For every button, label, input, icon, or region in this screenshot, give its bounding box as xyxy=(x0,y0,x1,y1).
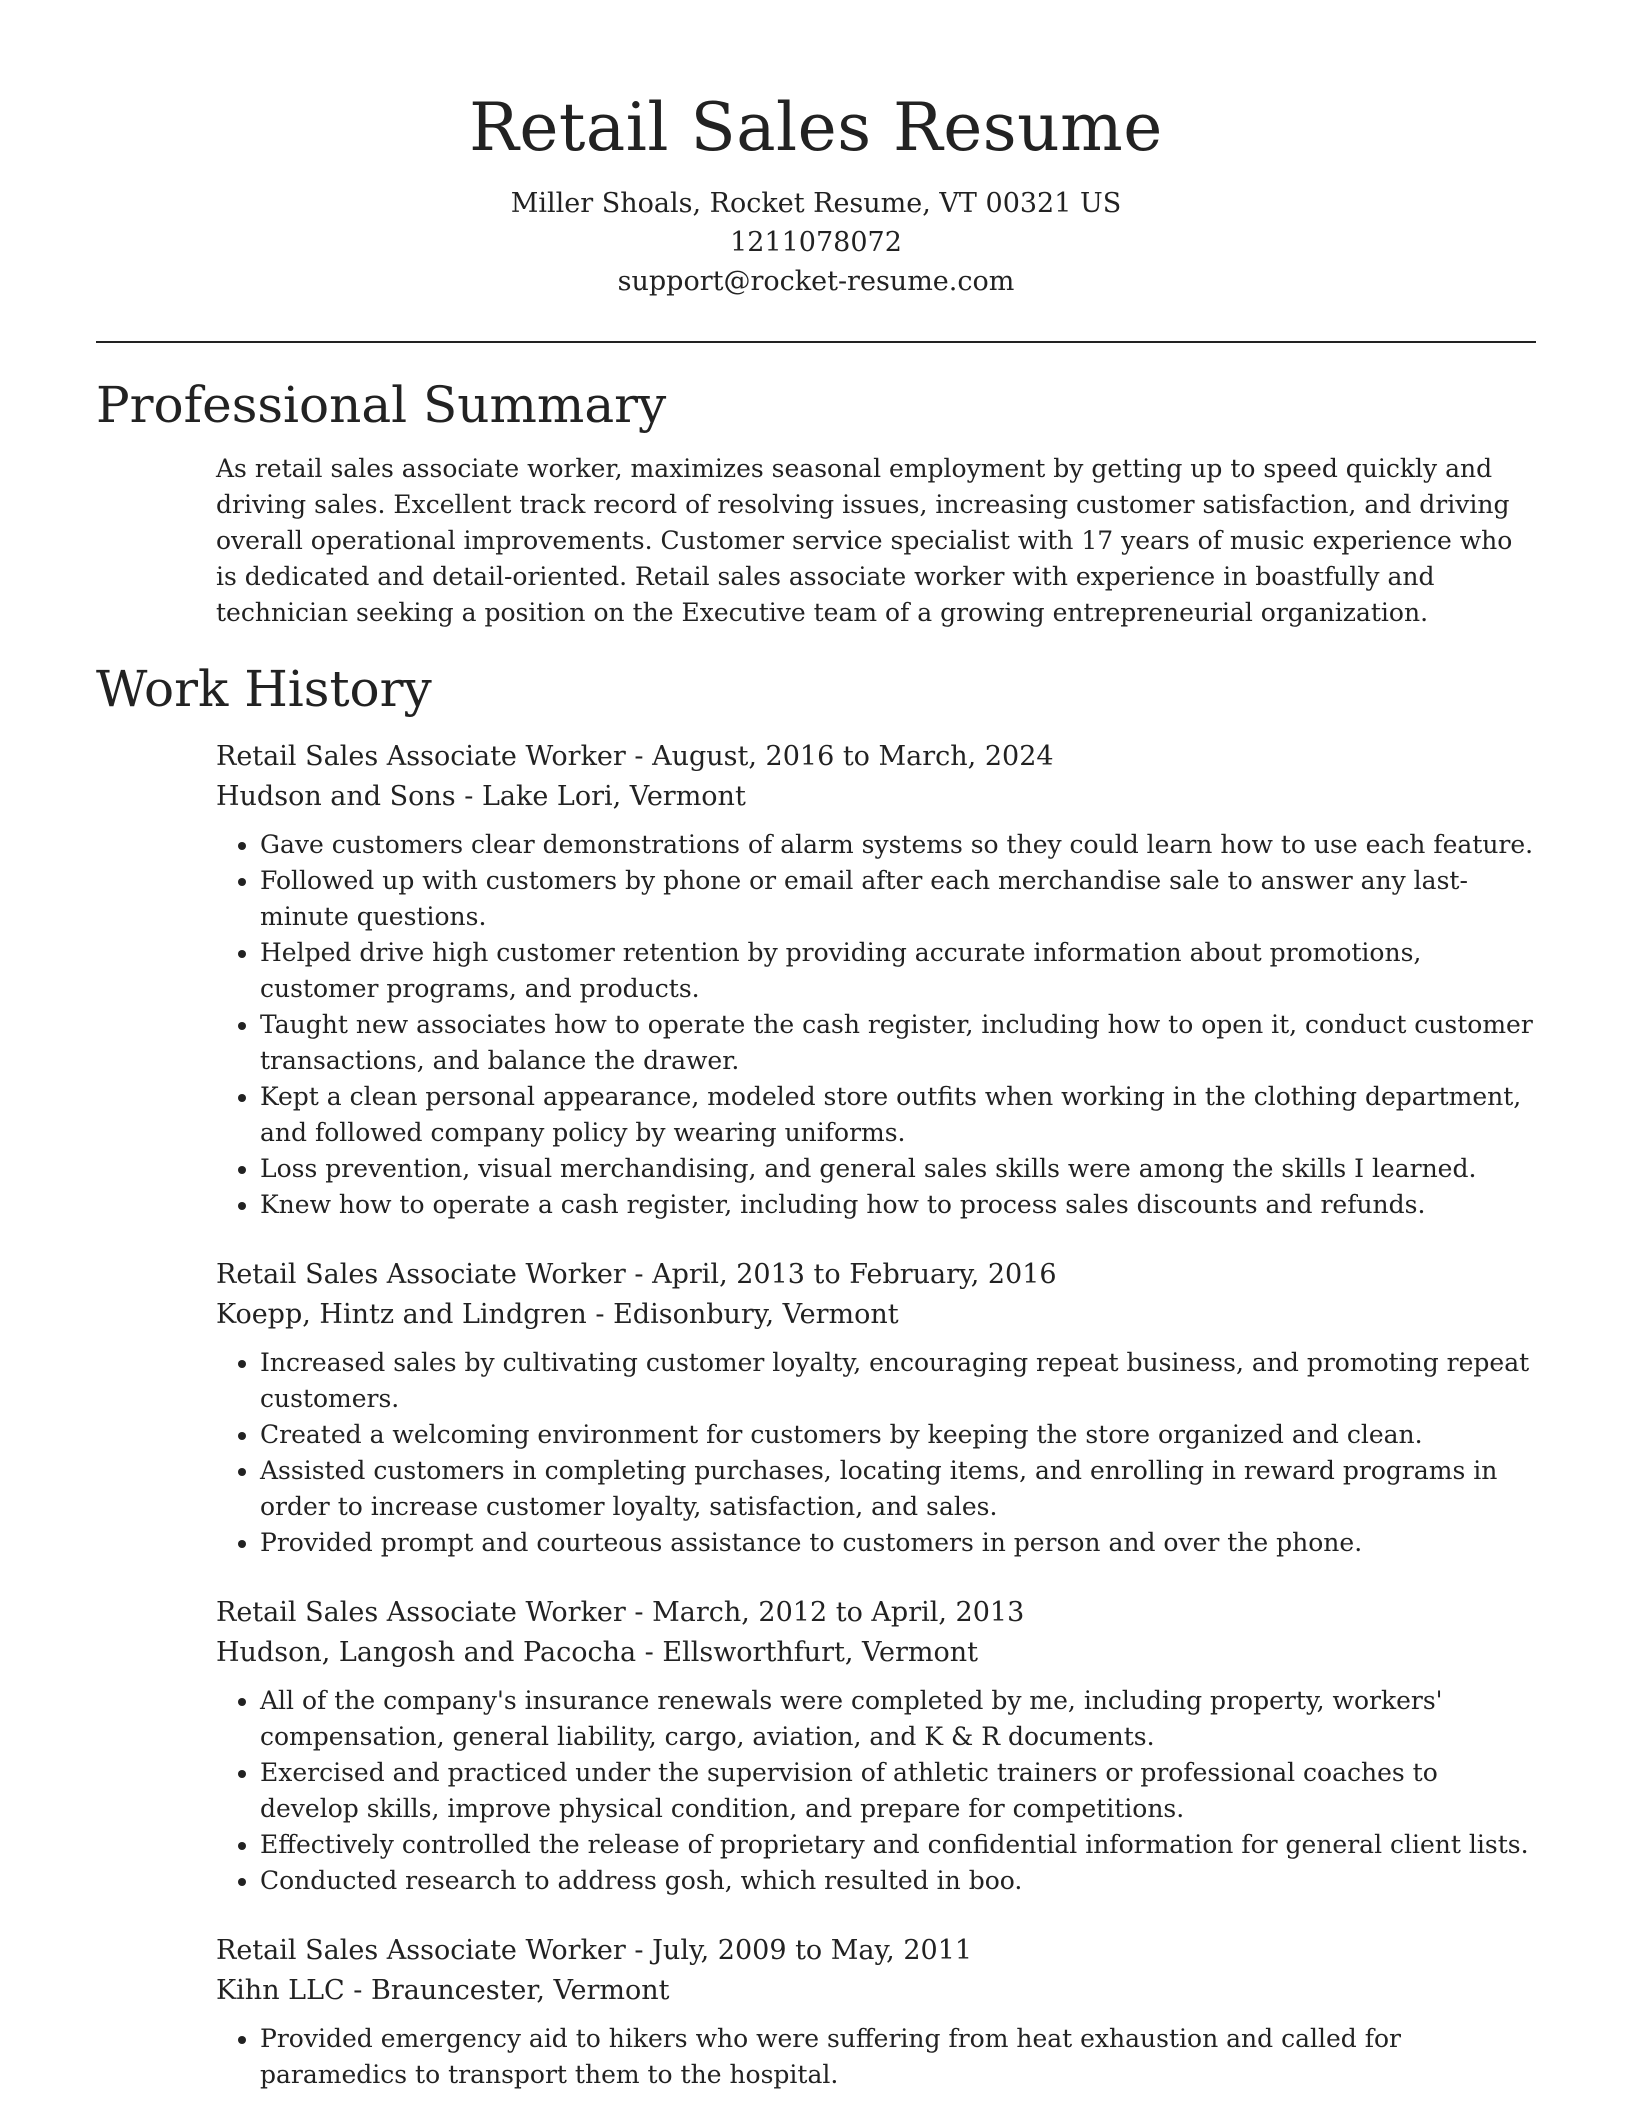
work-history-heading: Work History xyxy=(96,660,432,718)
job-company: Hudson, Langosh and Pacocha xyxy=(216,1637,637,1668)
job-bullet: • All of the company's insurance renewals were completed by me, including property, workers' compensation, general liability, cargo, aviation, and K & R documents. xyxy=(260,1683,1536,1755)
resume-page xyxy=(96,0,1536,2093)
job-bullet: • Increased sales by cultivating customer loyalty, encouraging repeat business, and promoting repeat customers. xyxy=(260,1345,1536,1417)
work-history-section xyxy=(96,657,1536,2093)
job-bullet: • Taught new associates how to operate the cash register, including how to open it, conduct customer transactions, and balance the drawer. xyxy=(260,1007,1536,1079)
job-dates: March, 2012 to April, 2013 xyxy=(652,1597,1025,1628)
job-location: Brauncester, Vermont xyxy=(370,1975,670,2006)
job-title-line: Retail Sales Associate Worker - April, 2013 to February, 2016 xyxy=(216,1259,1057,1290)
job-location: Edisonbury, Vermont xyxy=(613,1299,899,1330)
job-company-line: Kihn LLC - Brauncester, Vermont xyxy=(216,1975,670,2006)
job-entry xyxy=(216,1593,1536,1899)
job-title: Retail Sales Associate Worker xyxy=(216,1597,626,1628)
job-bullet: • Exercised and practiced under the supervision of athletic trainers or professional coaches to develop skills, improve physical condition, and prepare for competitions. xyxy=(260,1755,1536,1827)
job-dates: July, 2009 to May, 2011 xyxy=(652,1935,973,1966)
job-bullet: • Kept a clean personal appearance, modeled store outfits when working in the clothing department, and followed company policy by wearing uniforms. xyxy=(260,1079,1536,1151)
contact-email: support@rocket-resume.com xyxy=(617,266,1015,297)
job-location: Lake Lori, Vermont xyxy=(481,781,746,812)
professional-summary-text: As retail sales associate worker, maximizes seasonal employment by getting up to speed quickly and driving sales. Excellent track record of resolving issues, increasing customer satisfaction, and driving overall operational improvements. Customer service specialist with 17 years of music experience who is dedicated and detail-oriented. Retail sales associate worker with experience in boastfully and technician seeking a position on the Executive team of a growing entrepreneurial organization. xyxy=(216,454,1513,627)
job-company: Hudson and Sons xyxy=(216,781,456,812)
job-title-line: Retail Sales Associate Worker - August, 2016 to March, 2024 xyxy=(216,741,1054,772)
job-entry xyxy=(216,1255,1536,1561)
job-title-line: Retail Sales Associate Worker - July, 2009 to May, 2011 xyxy=(216,1935,973,1966)
job-bullet: • Effectively controlled the release of proprietary and confidential information for general client lists. xyxy=(260,1827,1536,1863)
job-dates: April, 2013 to February, 2016 xyxy=(652,1259,1057,1290)
job-title: Retail Sales Associate Worker xyxy=(216,1259,626,1290)
job-bullets xyxy=(216,1683,1536,1899)
contact-address: Miller Shoals, Rocket Resume, VT 00321 US xyxy=(510,188,1122,219)
job-bullet: • Created a welcoming environment for customers by keeping the store organized and clean. xyxy=(260,1417,1536,1453)
job-bullet: • Loss prevention, visual merchandising, and general sales skills were among the skills I learned. xyxy=(260,1151,1536,1187)
job-bullet: • Provided prompt and courteous assistance to customers in person and over the phone. xyxy=(260,1525,1536,1561)
job-company-line: Hudson and Sons - Lake Lori, Vermont xyxy=(216,781,746,812)
job-bullet: • Assisted customers in completing purchases, locating items, and enrolling in reward programs in order to increase customer loyalty, satisfaction, and sales. xyxy=(260,1453,1536,1525)
job-title-line: Retail Sales Associate Worker - March, 2012 to April, 2013 xyxy=(216,1597,1025,1628)
professional-summary-heading: Professional Summary xyxy=(96,376,667,434)
job-bullets xyxy=(216,2021,1536,2093)
job-company: Koepp, Hintz and Lindgren xyxy=(216,1299,587,1330)
resume-header xyxy=(96,0,1536,301)
header-divider xyxy=(96,341,1536,343)
contact-info xyxy=(96,184,1536,301)
job-bullet: • Helped drive high customer retention by providing accurate information about promotions, customer programs, and products. xyxy=(260,935,1536,1007)
job-company: Kihn LLC xyxy=(216,1975,345,2006)
job-entry xyxy=(216,1931,1536,2093)
job-company-line: Koepp, Hintz and Lindgren - Edisonbury, Vermont xyxy=(216,1299,899,1330)
job-bullet: • Gave customers clear demonstrations of alarm systems so they could learn how to use each feature. xyxy=(260,827,1536,863)
job-dates: August, 2016 to March, 2024 xyxy=(652,741,1054,772)
professional-summary-section xyxy=(96,373,1536,631)
job-title: Retail Sales Associate Worker xyxy=(216,1935,626,1966)
job-bullet: • Conducted research to address gosh, which resulted in boo. xyxy=(260,1863,1536,1899)
contact-phone: 1211078072 xyxy=(730,227,902,258)
resume-title: Retail Sales Resume xyxy=(469,89,1163,166)
job-bullets xyxy=(216,827,1536,1223)
job-bullet: • Knew how to operate a cash register, including how to process sales discounts and refunds. xyxy=(260,1187,1536,1223)
job-bullet: • Followed up with customers by phone or email after each merchandise sale to answer any last-minute questions. xyxy=(260,863,1536,935)
job-location: Ellsworthfurt, Vermont xyxy=(662,1637,979,1668)
job-title: Retail Sales Associate Worker xyxy=(216,741,626,772)
job-bullets xyxy=(216,1345,1536,1561)
job-entry xyxy=(216,737,1536,1223)
job-bullet: • Provided emergency aid to hikers who were suffering from heat exhaustion and called for paramedics to transport them to the hospital. xyxy=(260,2021,1536,2093)
job-company-line: Hudson, Langosh and Pacocha - Ellsworthfurt, Vermont xyxy=(216,1637,979,1668)
